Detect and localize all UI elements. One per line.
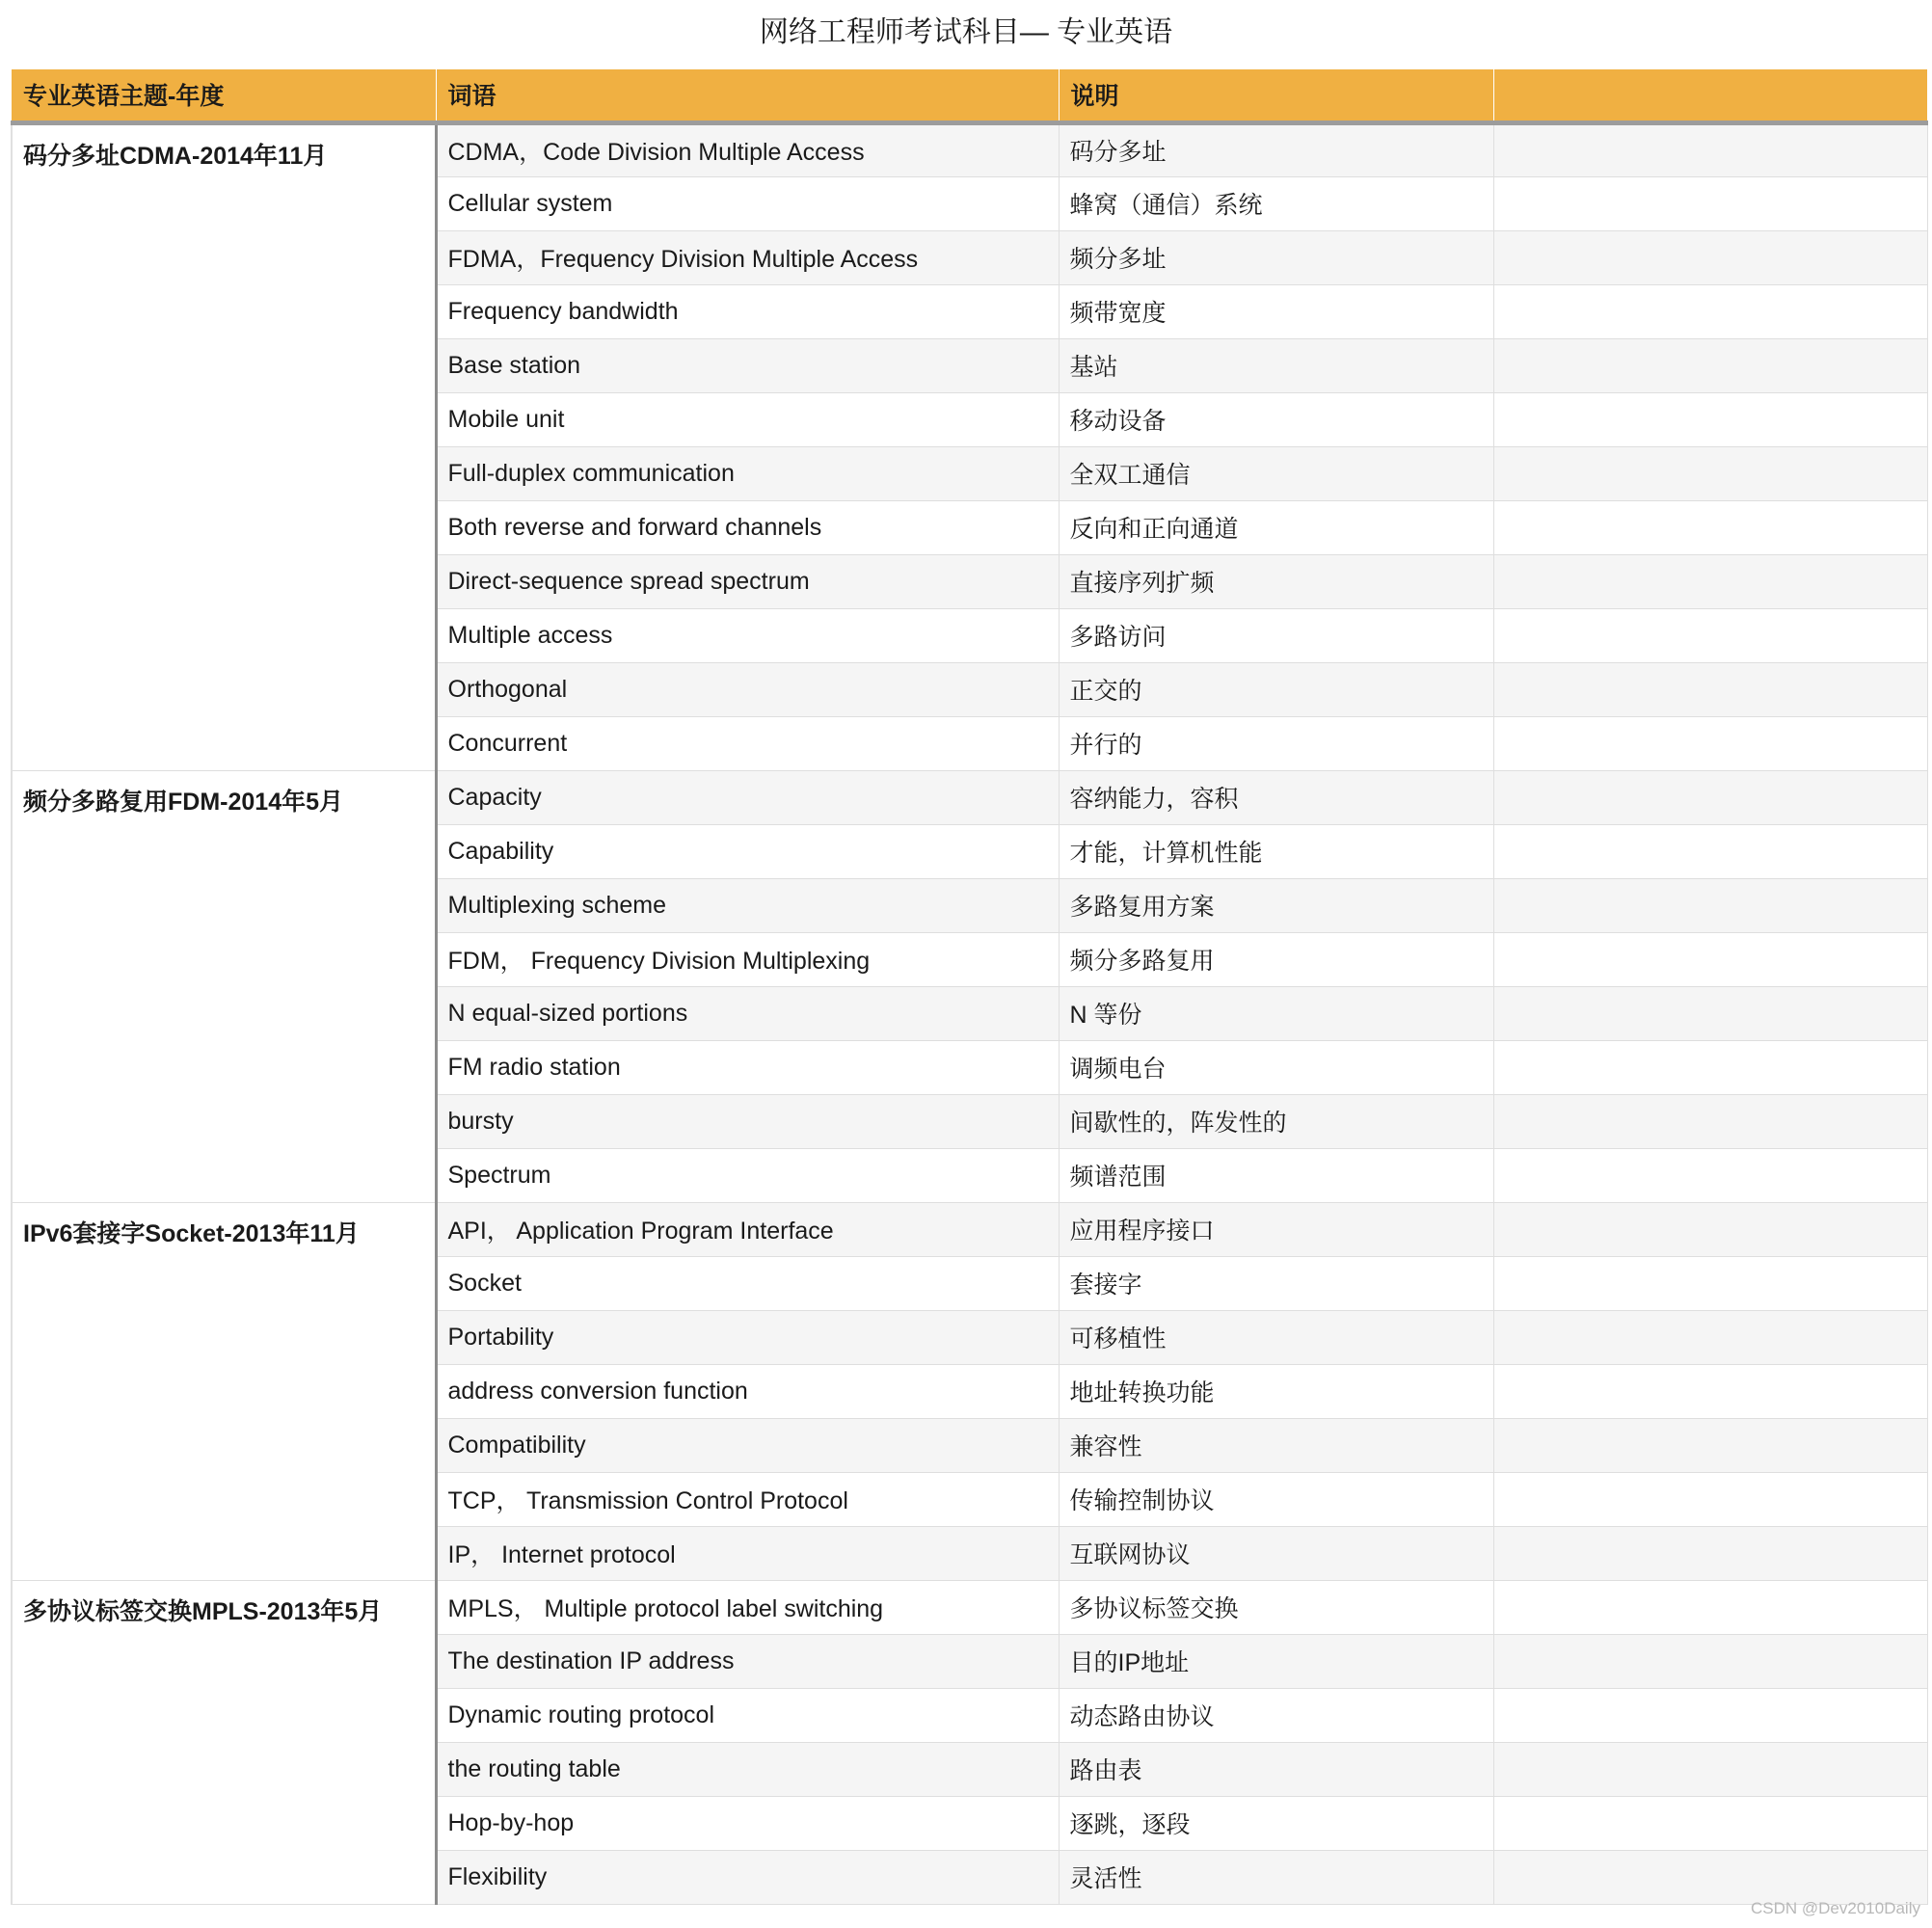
explanation-cell[interactable]: 传输控制协议 [1059,1472,1493,1526]
term-cell[interactable]: Direct-sequence spread spectrum [436,554,1059,608]
explanation-cell[interactable]: 路由表 [1059,1742,1493,1796]
term-cell[interactable]: Both reverse and forward channels [436,500,1059,554]
empty-cell[interactable] [1493,446,1927,500]
term-cell[interactable]: Concurrent [436,716,1059,770]
header-term[interactable]: 词语 [436,69,1059,122]
empty-cell[interactable] [1493,230,1927,284]
explanation-cell[interactable]: 应用程序接口 [1059,1202,1493,1256]
empty-cell[interactable] [1493,716,1927,770]
term-cell[interactable]: Flexibility [436,1850,1059,1904]
empty-cell[interactable] [1493,554,1927,608]
explanation-cell[interactable]: 反向和正向通道 [1059,500,1493,554]
explanation-cell[interactable]: 正交的 [1059,662,1493,716]
term-cell[interactable]: Portability [436,1310,1059,1364]
header-row [12,69,1927,122]
explanation-cell[interactable]: 频分多路复用 [1059,932,1493,986]
empty-cell[interactable] [1493,986,1927,1040]
explanation-cell[interactable]: 多路访问 [1059,608,1493,662]
empty-cell[interactable] [1493,1310,1927,1364]
empty-cell[interactable] [1493,1580,1927,1634]
topic-cell[interactable]: 码分多址CDMA-2014年11月 [12,122,436,770]
explanation-cell[interactable]: 动态路由协议 [1059,1688,1493,1742]
explanation-cell[interactable]: 容纳能力，容积 [1059,770,1493,824]
explanation-cell[interactable]: N 等份 [1059,986,1493,1040]
empty-cell[interactable] [1493,1364,1927,1418]
explanation-cell[interactable]: 目的IP地址 [1059,1634,1493,1688]
term-cell[interactable]: IP， Internet protocol [436,1526,1059,1580]
explanation-cell[interactable]: 可移植性 [1059,1310,1493,1364]
term-cell[interactable]: Hop-by-hop [436,1796,1059,1850]
explanation-cell[interactable]: 码分多址 [1059,122,1493,176]
term-cell[interactable]: the routing table [436,1742,1059,1796]
empty-cell[interactable] [1493,608,1927,662]
topic-cell[interactable]: 多协议标签交换MPLS-2013年5月 [12,1580,436,1904]
header-explanation[interactable]: 说明 [1059,69,1493,122]
term-cell[interactable]: FDMA，Frequency Division Multiple Access [436,230,1059,284]
explanation-cell[interactable]: 地址转换功能 [1059,1364,1493,1418]
term-cell[interactable]: MPLS， Multiple protocol label switching [436,1580,1059,1634]
empty-cell[interactable] [1493,1688,1927,1742]
vocabulary-table [11,69,1928,1905]
explanation-cell[interactable]: 逐跳，逐段 [1059,1796,1493,1850]
explanation-cell[interactable]: 全双工通信 [1059,446,1493,500]
term-cell[interactable]: TCP， Transmission Control Protocol [436,1472,1059,1526]
empty-cell[interactable] [1493,284,1927,338]
explanation-cell[interactable]: 互联网协议 [1059,1526,1493,1580]
explanation-cell[interactable]: 移动设备 [1059,392,1493,446]
term-cell[interactable]: FDM， Frequency Division Multiplexing [436,932,1059,986]
term-cell[interactable]: address conversion function [436,1364,1059,1418]
term-cell[interactable]: Multiple access [436,608,1059,662]
explanation-cell[interactable]: 并行的 [1059,716,1493,770]
explanation-cell[interactable]: 灵活性 [1059,1850,1493,1904]
table-header [12,69,1927,122]
empty-cell[interactable] [1493,338,1927,392]
explanation-cell[interactable]: 间歇性的，阵发性的 [1059,1094,1493,1148]
table-row [12,122,1927,176]
empty-cell[interactable] [1493,1202,1927,1256]
term-cell[interactable]: Mobile unit [436,392,1059,446]
empty-cell[interactable] [1493,1148,1927,1202]
empty-cell[interactable] [1493,1526,1927,1580]
table-row [12,1580,1927,1634]
explanation-cell[interactable]: 套接字 [1059,1256,1493,1310]
explanation-cell[interactable]: 多路复用方案 [1059,878,1493,932]
empty-cell[interactable] [1493,1040,1927,1094]
explanation-cell[interactable]: 调频电台 [1059,1040,1493,1094]
term-cell[interactable]: The destination IP address [436,1634,1059,1688]
term-cell[interactable]: API， Application Program Interface [436,1202,1059,1256]
term-cell[interactable]: Full-duplex communication [436,446,1059,500]
explanation-cell[interactable]: 直接序列扩频 [1059,554,1493,608]
term-cell[interactable]: N equal-sized portions [436,986,1059,1040]
term-cell[interactable]: Capability [436,824,1059,878]
empty-cell[interactable] [1493,176,1927,230]
term-cell[interactable]: Capacity [436,770,1059,824]
empty-cell[interactable] [1493,1850,1927,1904]
table-row [12,1202,1927,1256]
term-cell[interactable]: Frequency bandwidth [436,284,1059,338]
empty-cell[interactable] [1493,1256,1927,1310]
explanation-cell[interactable]: 频分多址 [1059,230,1493,284]
header-extra[interactable] [1493,69,1927,122]
table-row [12,770,1927,824]
explanation-cell[interactable]: 才能，计算机性能 [1059,824,1493,878]
explanation-cell[interactable]: 基站 [1059,338,1493,392]
empty-cell[interactable] [1493,1094,1927,1148]
table-body [12,122,1927,1904]
explanation-cell[interactable]: 频谱范围 [1059,1148,1493,1202]
explanation-cell[interactable]: 多协议标签交换 [1059,1580,1493,1634]
term-cell[interactable]: Orthogonal [436,662,1059,716]
page-title: 网络工程师考试科目— 专业英语 [759,16,1173,48]
empty-cell[interactable] [1493,1472,1927,1526]
term-cell[interactable]: FM radio station [436,1040,1059,1094]
empty-cell[interactable] [1493,1742,1927,1796]
explanation-cell[interactable]: 频带宽度 [1059,284,1493,338]
term-cell[interactable]: Base station [436,338,1059,392]
term-cell[interactable]: Compatibility [436,1418,1059,1472]
empty-cell[interactable] [1493,500,1927,554]
watermark: CSDN @Dev2010Daily [1751,1899,1920,1917]
explanation-cell[interactable]: 蜂窝（通信）系统 [1059,176,1493,230]
topic-cell[interactable]: 频分多路复用FDM-2014年5月 [12,770,436,1202]
empty-cell[interactable] [1493,932,1927,986]
term-cell[interactable]: CDMA，Code Division Multiple Access [436,122,1059,176]
empty-cell[interactable] [1493,662,1927,716]
term-cell[interactable]: bursty [436,1094,1059,1148]
term-cell[interactable]: Cellular system [436,176,1059,230]
header-topic-year[interactable]: 专业英语主题-年度 [12,69,436,122]
empty-cell[interactable] [1493,824,1927,878]
empty-cell[interactable] [1493,770,1927,824]
empty-cell[interactable] [1493,392,1927,446]
explanation-cell[interactable]: 兼容性 [1059,1418,1493,1472]
term-cell[interactable]: Socket [436,1256,1059,1310]
term-cell[interactable]: Spectrum [436,1148,1059,1202]
empty-cell[interactable] [1493,122,1927,176]
topic-cell[interactable]: IPv6套接字Socket-2013年11月 [12,1202,436,1580]
term-cell[interactable]: Dynamic routing protocol [436,1688,1059,1742]
empty-cell[interactable] [1493,1418,1927,1472]
empty-cell[interactable] [1493,1634,1927,1688]
empty-cell[interactable] [1493,1796,1927,1850]
term-cell[interactable]: Multiplexing scheme [436,878,1059,932]
empty-cell[interactable] [1493,878,1927,932]
